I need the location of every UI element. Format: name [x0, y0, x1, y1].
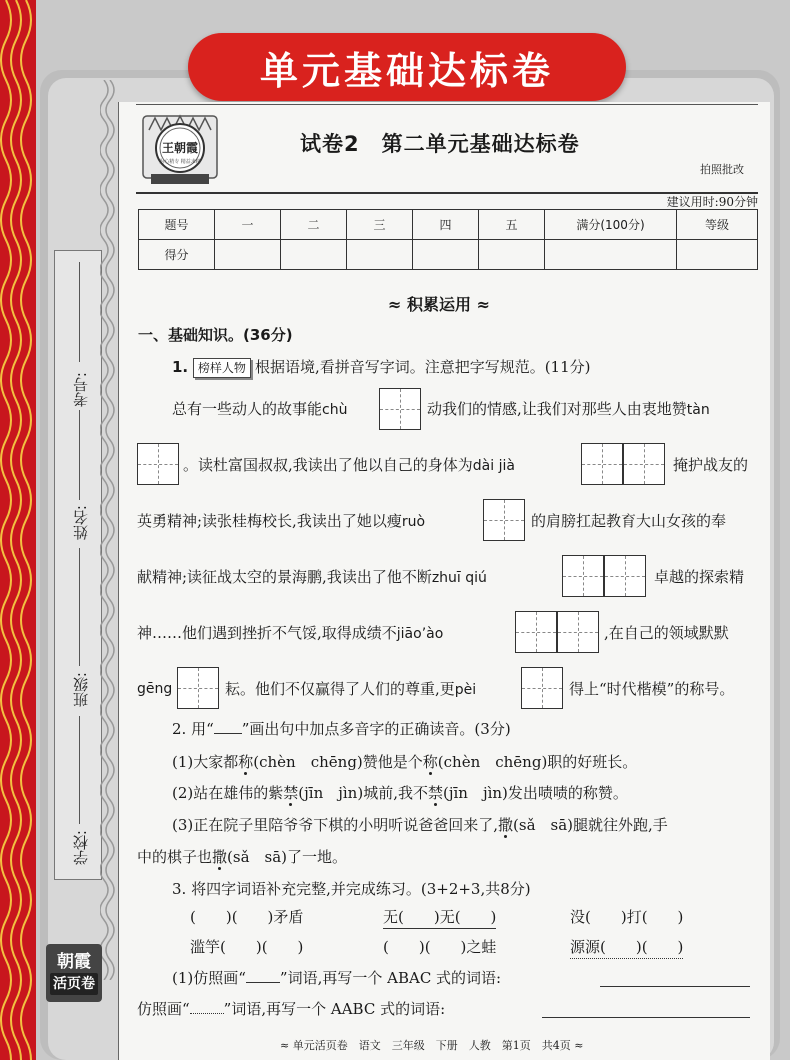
suggested-time: 建议用时:90分钟 — [666, 195, 758, 209]
answer-box[interactable] — [604, 555, 646, 597]
score-input-cell[interactable] — [677, 240, 758, 270]
text-span: 。读杜富国叔叔,我读出了他以自己的身体为 — [183, 456, 473, 474]
q2-item3 — [172, 814, 668, 836]
text-span: 总有一些动人的故事能 — [172, 400, 323, 418]
idiom-item[interactable]: 源源( )( ) — [570, 936, 683, 959]
text-span: ”词语,再写一个 ABAC 式的词语: — [279, 969, 502, 987]
answer-box[interactable] — [177, 667, 219, 709]
dotted-underline-sample — [190, 1013, 224, 1014]
student-info-panel — [54, 250, 102, 880]
score-input-cell[interactable] — [215, 240, 281, 270]
idiom-item[interactable]: ( )( )矛盾 — [190, 908, 304, 926]
q2-item2 — [172, 782, 628, 804]
page-footer: ≈ 单元活页卷 语文 三年级 下册 人教 第1页 共4页 ≈ — [280, 1039, 584, 1052]
score-input-cell[interactable] — [413, 240, 479, 270]
text-span: 神……他们遇到挫折不气馁,取得成绩不 — [137, 624, 397, 642]
scan-grade-note[interactable]: 拍照批改 — [700, 163, 744, 176]
q1-line3 — [137, 510, 425, 533]
text-span: 2. 用“ — [172, 720, 214, 738]
q1-line4 — [137, 566, 487, 589]
idiom-item[interactable]: ( )( )之蛙 — [383, 938, 497, 956]
q3-exercise2 — [137, 998, 445, 1020]
q1-heading: 一、基础知识。(36分) — [138, 326, 293, 344]
brand-seal-icon — [141, 110, 219, 188]
side-logo-bottom: 活页卷 — [50, 973, 98, 995]
seal-motto: 为心精专 精益求精 — [159, 159, 201, 165]
pinyin-options[interactable]: (jīn jìn)发出啧啧的称赞。 — [442, 784, 628, 802]
score-input-cell[interactable] — [281, 240, 347, 270]
pinyin-options[interactable]: (chèn chēng)赞他是个 — [253, 753, 423, 771]
pinyin: dài jià — [472, 458, 515, 474]
dotted-char: 撒 — [498, 816, 514, 834]
pinyin: tàn — [686, 402, 710, 418]
score-table-cell: 四 — [413, 210, 479, 240]
q1-line3b: 的肩膀扛起教育大山女孩的奉 — [531, 512, 727, 530]
score-input-cell[interactable] — [479, 240, 545, 270]
pinyin-options[interactable]: (sǎ sā)了一地。 — [227, 848, 348, 866]
q1-line2 — [183, 454, 515, 477]
side-brand-logo — [46, 944, 102, 1002]
q2-item1 — [172, 751, 637, 773]
section-title-text: 积累运用 — [406, 295, 471, 314]
underline-sample — [214, 733, 242, 734]
score-table-cell: 二 — [281, 210, 347, 240]
score-table-cell: 题号 — [139, 210, 215, 240]
q2-heading — [172, 718, 511, 740]
text-span: (3)正在院子里陪爷爷下棋的小明听说爸爸回来了, — [172, 816, 499, 834]
score-input-cell[interactable] — [545, 240, 677, 270]
dotted-char: 禁 — [283, 784, 299, 802]
seal-name: 王朝霞 — [161, 141, 199, 155]
score-table — [138, 209, 758, 270]
pinyin: ruò — [401, 514, 426, 530]
binding-wave-icon — [100, 80, 118, 980]
answer-box[interactable] — [581, 443, 623, 485]
text-span: (1)仿照画“ — [172, 969, 246, 987]
answer-box[interactable] — [521, 667, 563, 709]
text-span: 耘。他们不仅赢得了人们的尊重,更 — [225, 680, 455, 698]
score-table-cell: 五 — [479, 210, 545, 240]
text-span: 动我们的情感,让我们对那些人由衷地赞 — [427, 400, 687, 418]
name-line — [79, 410, 80, 500]
dotted-char: 称 — [238, 753, 254, 771]
pinyin: zhuī qiú — [431, 570, 487, 586]
text-span: 中的棋子也 — [137, 848, 213, 866]
class-line — [79, 548, 80, 666]
q1-line1b — [427, 398, 710, 421]
score-table-cell: 三 — [347, 210, 413, 240]
school-label: 学校: — [72, 830, 90, 866]
text-span: 英勇精神;读张桂梅校长,我读出了她以瘦 — [137, 512, 402, 530]
score-table-row — [139, 240, 758, 270]
q1-sub1 — [172, 356, 591, 378]
dotted-char: 禁 — [427, 784, 443, 802]
pinyin-options[interactable]: (jīn jìn)城前,我不 — [298, 784, 428, 802]
idiom-item[interactable]: 无( )无( ) — [383, 906, 496, 929]
q3-exercise1 — [172, 967, 501, 989]
pinyin: chù — [322, 402, 348, 418]
score-input-cell[interactable] — [347, 240, 413, 270]
q1-line5 — [137, 622, 443, 645]
answer-box[interactable] — [515, 611, 557, 653]
pinyin-options[interactable]: (sǎ sā)腿就往外跑,手 — [513, 816, 668, 834]
q1-line6b: 得上“时代楷模”的称号。 — [569, 680, 735, 698]
q2-item3-line2 — [137, 846, 347, 868]
answer-box[interactable] — [562, 555, 604, 597]
answer-box[interactable] — [137, 443, 179, 485]
text-span: 献精神;读征战太空的景海鹏,我读出了他不断 — [137, 568, 432, 586]
side-logo-top: 朝霞 — [57, 952, 91, 972]
q1-line2b: 掩护战友的 — [673, 456, 749, 474]
underline-sample — [246, 982, 280, 983]
answer-line[interactable] — [600, 986, 750, 987]
dotted-char: 撒 — [212, 848, 228, 866]
answer-box[interactable] — [379, 388, 421, 430]
exam-no-line — [79, 262, 80, 362]
section-title: ≈ 积累运用 ≈ — [388, 295, 490, 314]
name-label: 姓名: — [72, 505, 90, 541]
q1-line6 — [225, 678, 476, 701]
class-label: 班级: — [72, 672, 90, 708]
q1-line6-pinyin: gēng — [137, 681, 173, 697]
score-table-cell: 一 — [215, 210, 281, 240]
score-table-cell: 得分 — [139, 240, 215, 270]
exam-no-label: 考号: — [72, 372, 90, 408]
school-line — [79, 716, 80, 824]
pinyin: pèi — [454, 682, 477, 698]
answer-line[interactable] — [542, 1017, 750, 1018]
q1-sub1-text: 根据语境,看拼音写字词。注意把字写规范。(11分) — [254, 358, 591, 376]
q1-line4b: 卓越的探索精 — [654, 568, 745, 586]
text-span: ”画出句中加点多音字的正确读音。(3分) — [241, 720, 511, 738]
score-table-cell: 等级 — [677, 210, 758, 240]
text-span: (1)大家都 — [172, 753, 239, 771]
dotted-char: 称 — [422, 753, 438, 771]
answer-box[interactable] — [623, 443, 665, 485]
text-span: 仿照画“ — [137, 1000, 190, 1018]
score-table-header-row — [139, 210, 758, 240]
pinyin-options[interactable]: (chèn chēng)职的好班长。 — [437, 753, 638, 771]
q1-line1 — [172, 398, 347, 421]
q1-line5b: ,在自己的领域默默 — [604, 624, 729, 642]
score-table-cell: 满分(100分) — [545, 210, 677, 240]
banner-title: 单元基础达标卷 — [188, 33, 626, 101]
wave-pattern-icon — [0, 0, 36, 1060]
decorative-left-strip — [0, 0, 36, 1060]
q1-sub1-number: 1. — [172, 358, 189, 376]
answer-box[interactable] — [557, 611, 599, 653]
exam-title: 试卷2 第二单元基础达标卷 — [300, 132, 580, 156]
pinyin: jiāo’ào — [396, 626, 444, 642]
idiom-item[interactable]: 滥竽( )( ) — [190, 938, 304, 956]
q1-topic-tag: 榜样人物 — [193, 358, 251, 378]
answer-box[interactable] — [483, 499, 525, 541]
q3-heading: 3. 将四字词语补充完整,并完成练习。(3+2+3,共8分) — [172, 880, 531, 898]
text-span: (2)站在雄伟的紫 — [172, 784, 284, 802]
text-span: ”词语,再写一个 AABC 式的词语: — [223, 1000, 446, 1018]
idiom-item[interactable]: 没( )打( ) — [570, 908, 684, 926]
